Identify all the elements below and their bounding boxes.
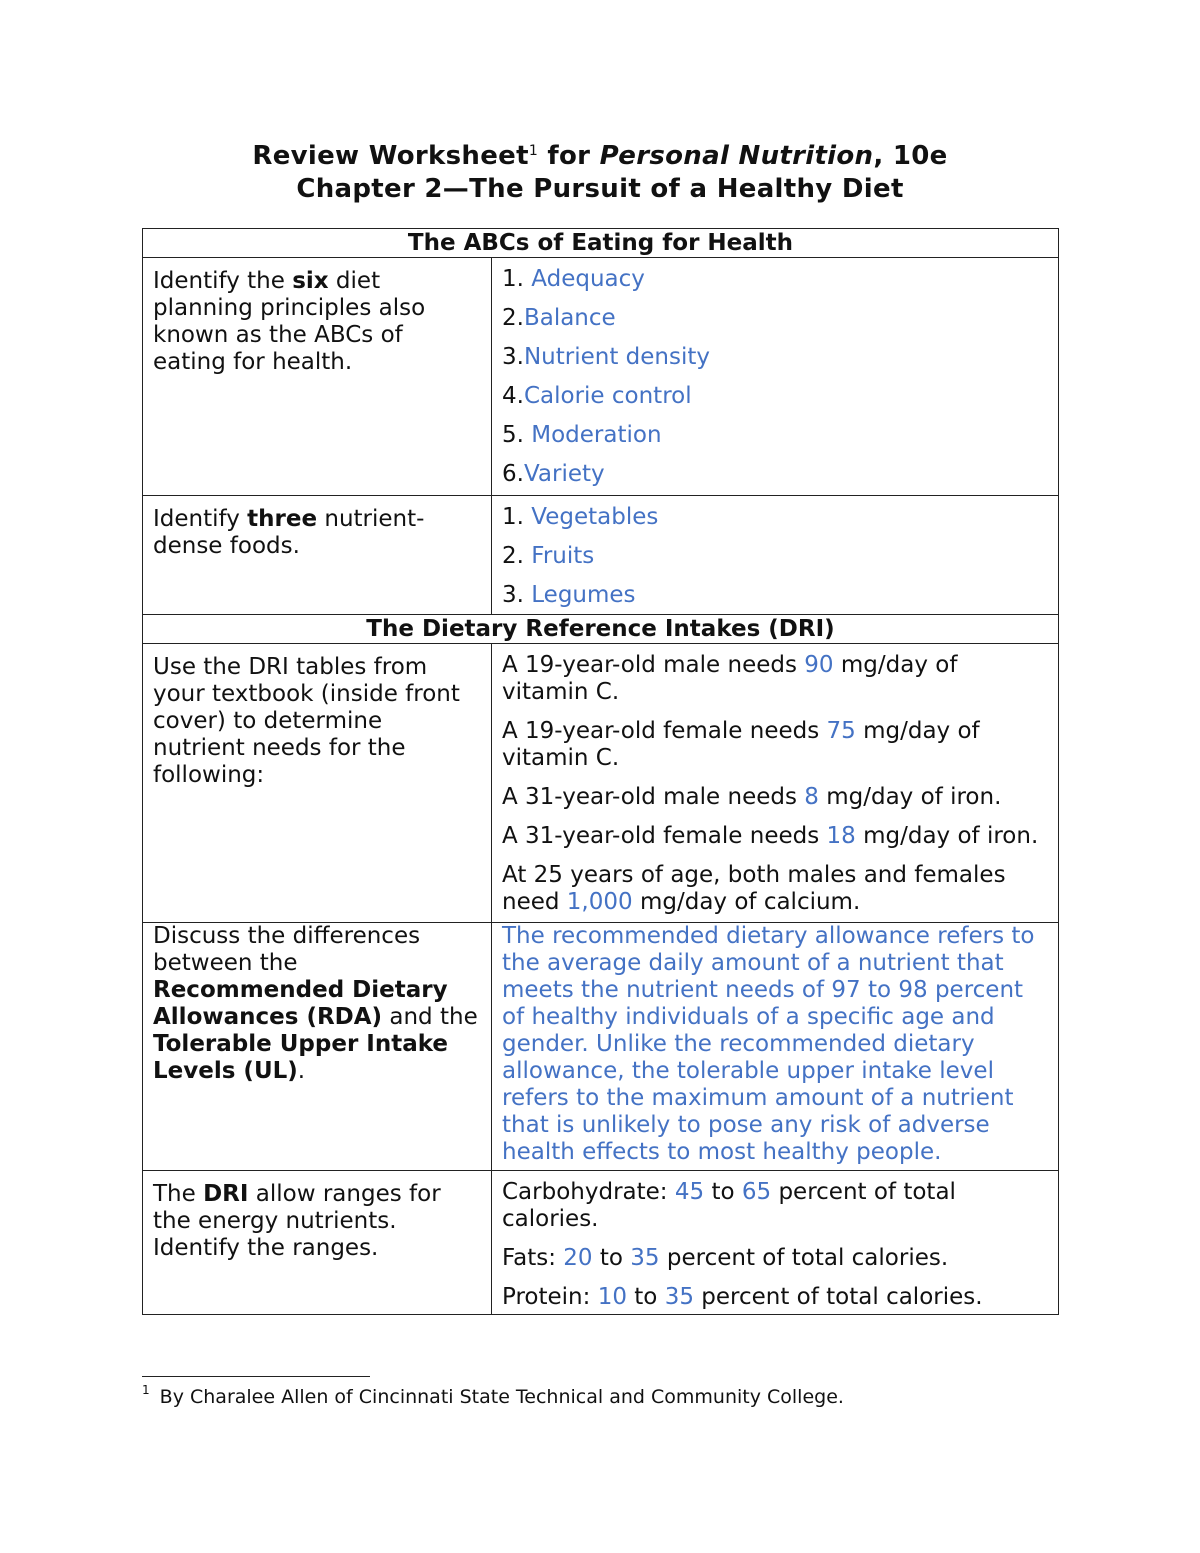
chapter-title: Chapter 2—The Pursuit of a Healthy Diet — [296, 174, 904, 204]
answer-cell — [492, 258, 1059, 496]
rda-ul-answer: The recommended dietary allowance refers to the average daily amount of a nutrient that meets the nutrient needs of 97 to 98 percent of healthy individuals of a specific age and gender. Unlike the recommended dietary allowance, the tolerable upper intake level refers to the maximum amount of a nutrient that is unlikely to pose any risk of adverse health effects to most healthy people. — [502, 923, 1035, 1165]
section-heading-dri: The Dietary Reference Intakes (DRI) — [143, 615, 1059, 644]
answer-cell — [492, 496, 1059, 615]
answer-line: A 31-year-old female needs 18 mg/day of iron. — [502, 823, 1039, 849]
answer-line: 4.Calorie control — [502, 383, 692, 409]
answer-line: At 25 years of age, both males and females need 1,000 mg/day of calcium. — [502, 862, 1006, 915]
footnote-ref: 1 — [528, 143, 539, 159]
question-cell: The DRI allow ranges for the energy nutrients. Identify the ranges. — [143, 1171, 492, 1315]
question-cell: Identify the six diet planning principles also known as the ABCs of eating for health. — [143, 258, 492, 496]
table-row — [143, 923, 1059, 1171]
question-cell: Use the DRI tables from your textbook (inside front cover) to determine nutrient needs for the following: — [143, 644, 492, 923]
answer-line: A 31-year-old male needs 8 mg/day of iron. — [502, 784, 1002, 810]
answer-cell — [492, 923, 1059, 1171]
answer-line: A 19-year-old male needs 90 mg/day of vitamin C. — [502, 652, 958, 705]
question-cell: Identify three nutrient-dense foods. — [143, 496, 492, 615]
answer-line: A 19-year-old female needs 75 mg/day of vitamin C. — [502, 718, 980, 771]
section-heading-abcs: The ABCs of Eating for Health — [143, 229, 1059, 258]
section-row — [143, 229, 1059, 258]
footnote-divider — [142, 1376, 370, 1377]
answer-line: 1. Adequacy — [502, 266, 645, 292]
answer-line: 2.Balance — [502, 305, 616, 331]
answer-line: 1. Vegetables — [502, 504, 659, 530]
section-row — [143, 615, 1059, 644]
answer-line: 5. Moderation — [502, 422, 662, 448]
answer-line: Carbohydrate: 45 to 65 percent of total calories. — [502, 1179, 956, 1232]
answer-line: 2. Fruits — [502, 543, 595, 569]
answer-cell — [492, 1171, 1059, 1315]
question-cell: Discuss the differences between the Recommended Dietary Allowances (RDA) and the Tolerable Upper Intake Levels (UL). — [143, 923, 492, 1171]
book-title: Personal Nutrition — [599, 141, 874, 171]
table-row — [143, 644, 1059, 923]
table-row — [143, 1171, 1059, 1315]
answer-line: 6.Variety — [502, 461, 605, 487]
answer-line: Fats: 20 to 35 percent of total calories. — [502, 1245, 949, 1271]
answer-line: 3. Legumes — [502, 582, 636, 608]
table-row — [143, 496, 1059, 615]
table-row — [143, 258, 1059, 496]
worksheet-table — [142, 228, 1059, 1315]
answer-cell — [492, 644, 1059, 923]
worksheet-title: Review Worksheet$^1$ for Personal Nutrition, 10e — [252, 141, 948, 171]
footnote: $^1$ By Charalee Allen of Cincinnati State Technical and Community College. — [142, 1383, 844, 1408]
answer-line: Protein: 10 to 35 percent of total calories. — [502, 1284, 983, 1310]
answer-line: 3.Nutrient density — [502, 344, 710, 370]
